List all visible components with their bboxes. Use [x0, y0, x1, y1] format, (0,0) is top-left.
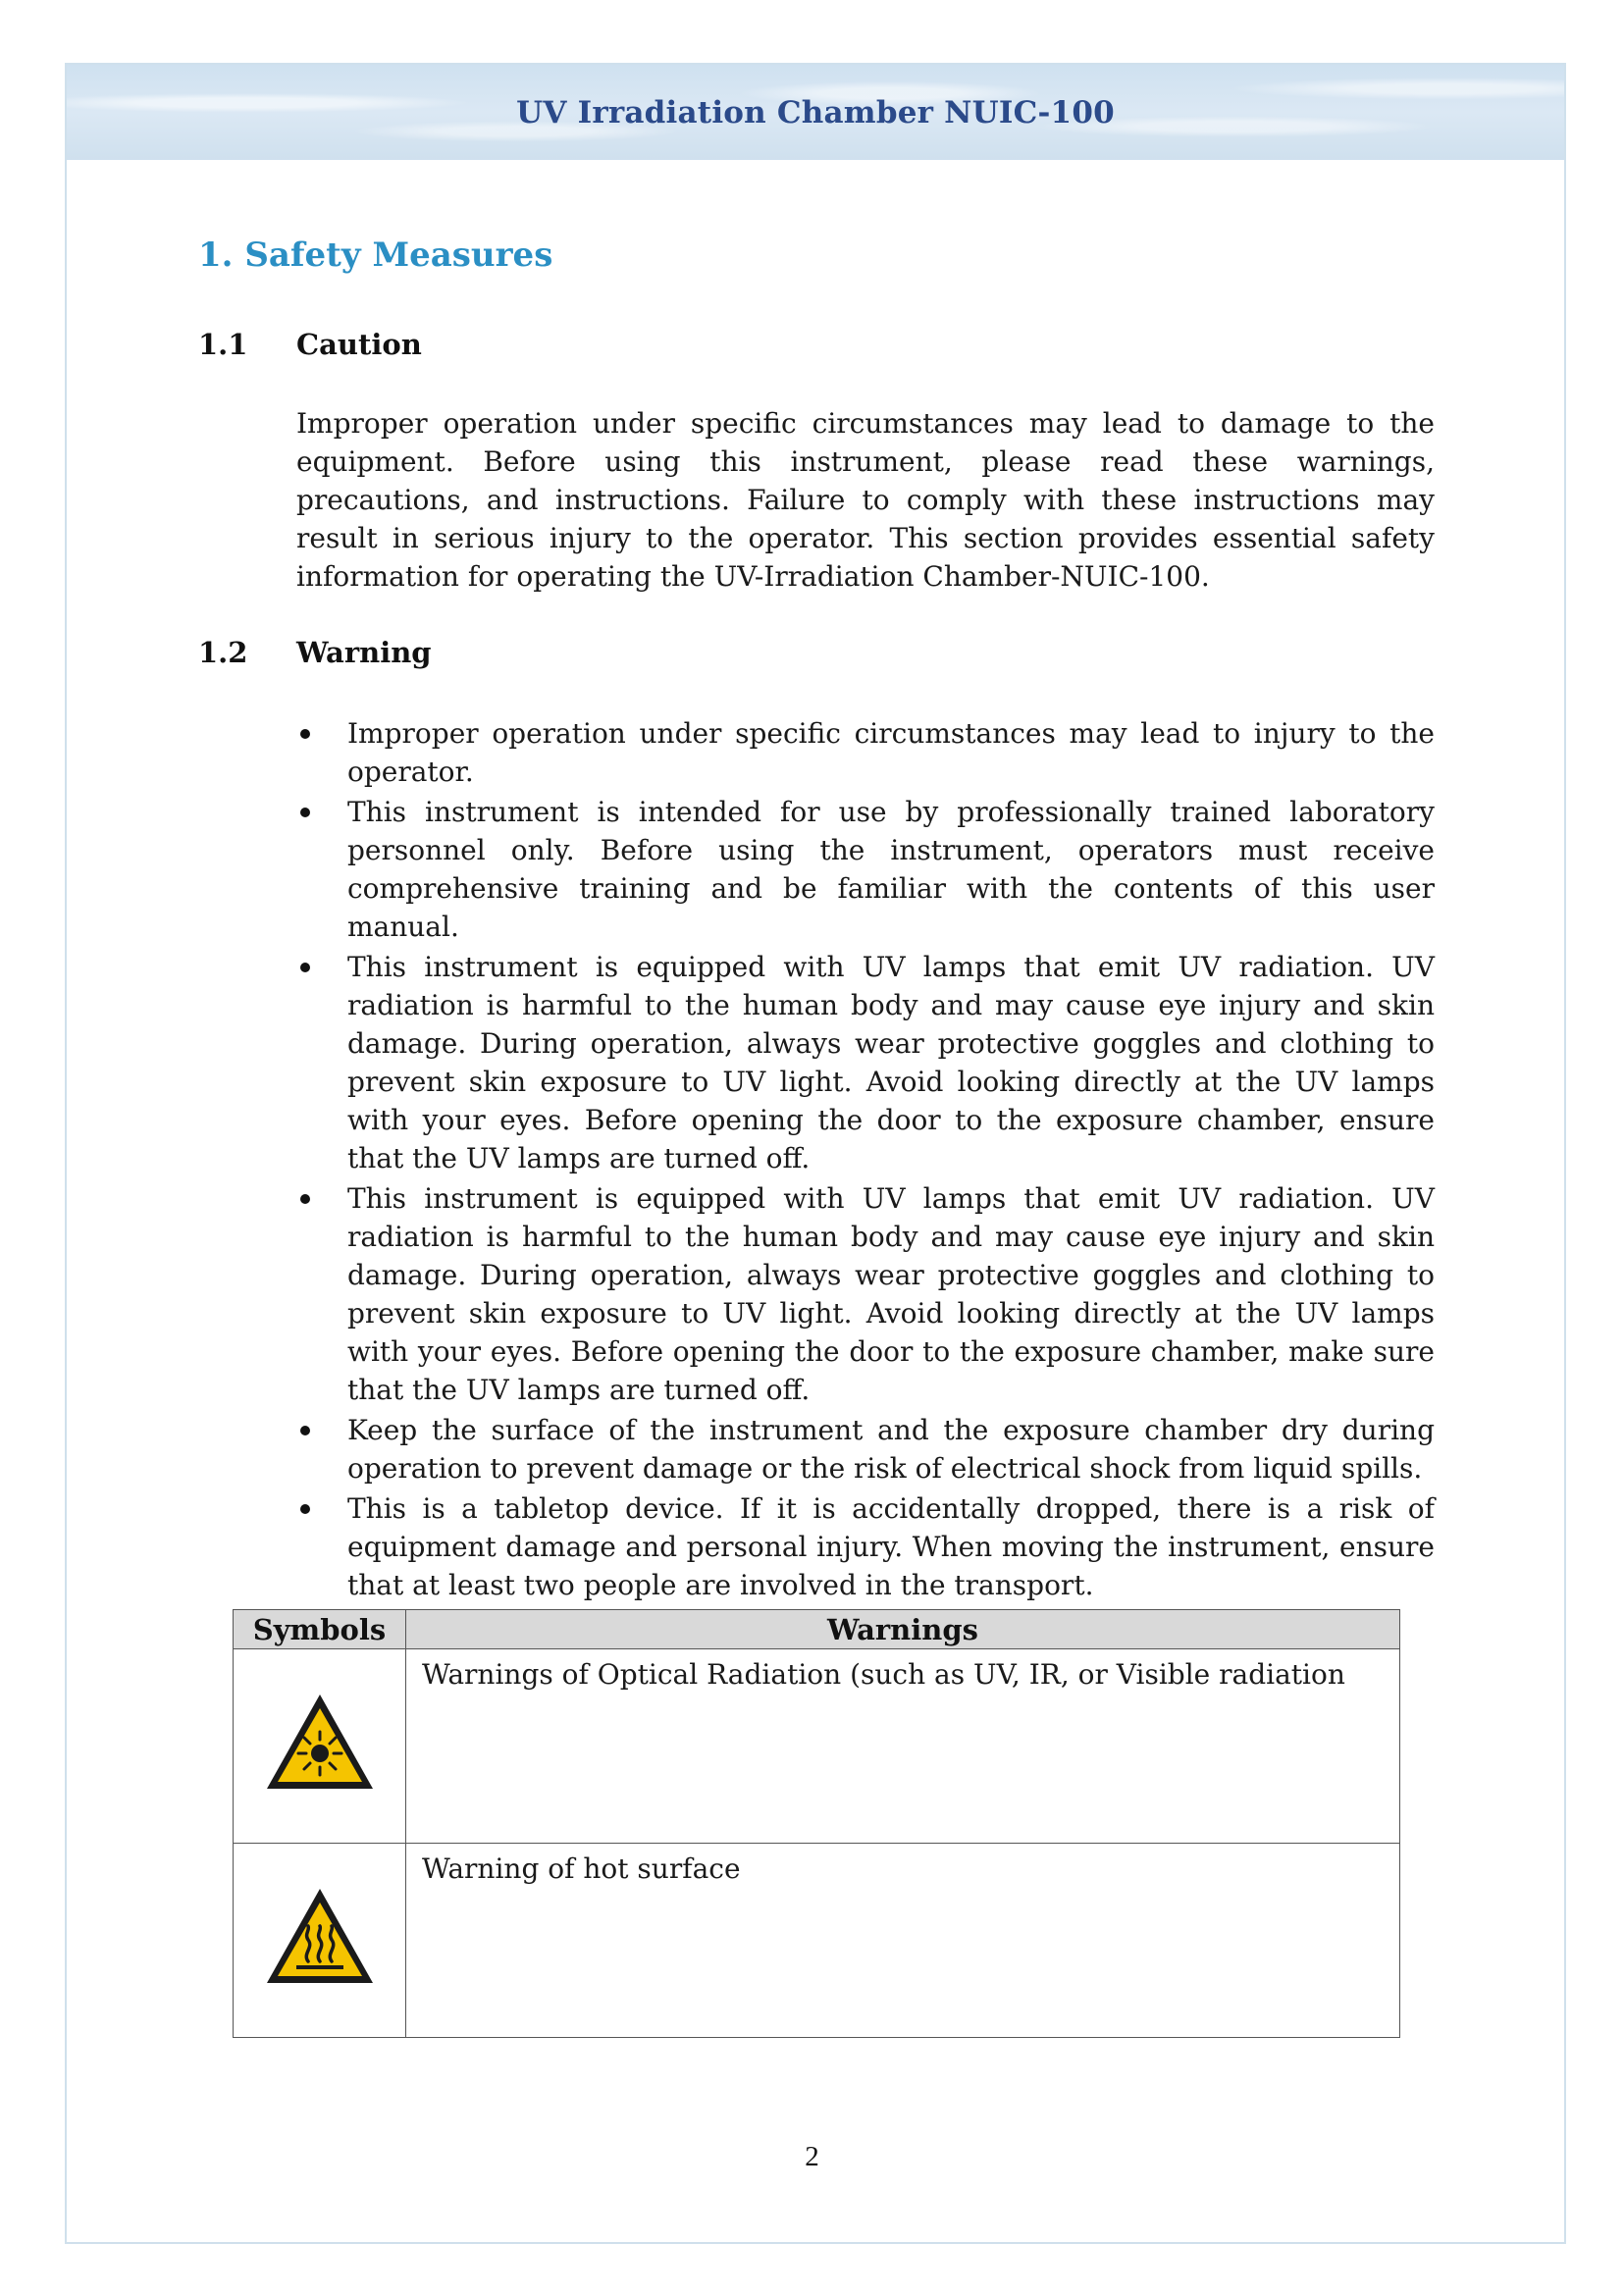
section-heading	[198, 235, 552, 275]
warning-list	[296, 714, 1435, 1606]
page-number: 2	[805, 2141, 819, 2172]
list-item: This is a tabletop device. If it is accidentally dropped, there is a risk of equipment damage and personal injury. When moving the instrument, ensure that at least two people are involved in the transport.	[296, 1489, 1435, 1604]
table-row	[234, 1844, 1400, 2038]
list-item: This instrument is intended for use by professionally trained laboratory personnel only. Before using the instrument, operators must receive comprehensive training and be familiar with the contents of this user manual.	[296, 793, 1435, 946]
page-header	[67, 65, 1564, 160]
symbol-cell	[234, 1649, 406, 1844]
warning-heading	[198, 636, 432, 669]
optical-radiation-warning-icon	[261, 1689, 379, 1797]
caution-title: Caution	[296, 328, 422, 361]
bullet-icon	[300, 729, 310, 739]
warning-number: 1.2	[198, 636, 248, 669]
list-item: Keep the surface of the instrument and the exposure chamber dry during operation to prevent damage or the risk of electrical shock from liquid spills.	[296, 1411, 1435, 1487]
list-item: This instrument is equipped with UV lamps that emit UV radiation. UV radiation is harmful to the human body and may cause eye injury and skin damage. During operation, always wear protective goggles and clothing to prevent skin exposure to UV light. Avoid looking directly at the UV lamps with your eyes. Before opening the door to the exposure chamber, make sure that the UV lamps are turned off.	[296, 1179, 1435, 1409]
warnings-column-header: Warnings	[406, 1610, 1400, 1649]
warning-text-cell: Warning of hot surface	[406, 1844, 1400, 2038]
section-number: 1.	[198, 235, 234, 275]
caution-paragraph: Improper operation under specific circumstances may lead to damage to the equipment. Before using this instrument, please read these warnings, precautions, and instructions. Failure to comply with these instructions may result in serious injury to the operator. This section provides essential safety information for operating the UV-Irradiation Chamber-NUIC-100.	[296, 407, 1435, 593]
bullet-icon	[300, 1194, 310, 1204]
bullet-icon	[300, 1426, 310, 1435]
warning-text-cell: Warnings of Optical Radiation (such as UV, IR, or Visible radiation	[406, 1649, 1400, 1844]
list-item: This instrument is equipped with UV lamps that emit UV radiation. UV radiation is harmful to the human body and may cause eye injury and skin damage. During operation, always wear protective goggles and clothing to prevent skin exposure to UV light. Avoid looking directly at the UV lamps with your eyes. Before opening the door to the exposure chamber, ensure that the UV lamps are turned off.	[296, 948, 1435, 1177]
symbols-table	[233, 1609, 1400, 2038]
bullet-icon	[300, 1504, 310, 1514]
section-title: Safety Measures	[244, 235, 553, 275]
symbol-cell	[234, 1844, 406, 2038]
bullet-icon	[300, 963, 310, 972]
table-row	[234, 1649, 1400, 1844]
bullet-icon	[300, 808, 310, 817]
caution-number: 1.1	[198, 328, 248, 361]
table-header-row	[234, 1610, 1400, 1649]
document-title: UV Irradiation Chamber NUIC-100	[516, 94, 1115, 130]
symbols-column-header: Symbols	[234, 1610, 406, 1649]
list-item: Improper operation under specific circumstances may lead to injury to the operator.	[296, 714, 1435, 791]
hot-surface-warning-icon	[261, 1883, 379, 1991]
caution-heading	[198, 328, 422, 361]
warning-title: Warning	[296, 636, 432, 669]
